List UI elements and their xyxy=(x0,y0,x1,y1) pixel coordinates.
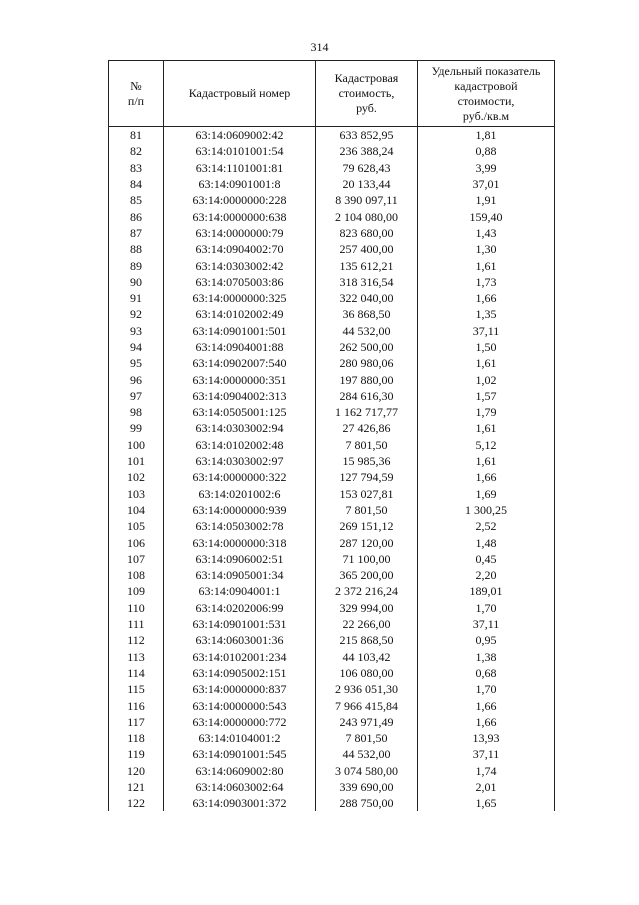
cadastral-number-cell: 63:14:0609002:42 xyxy=(164,127,316,144)
row-number-cell: 108 xyxy=(109,567,164,583)
specific-value-cell: 0,88 xyxy=(418,143,555,159)
cadastral-value-cell: 8 390 097,11 xyxy=(316,192,418,208)
cadastral-value-cell: 44 103,42 xyxy=(316,649,418,665)
cadastral-value-cell: 633 852,95 xyxy=(316,127,418,144)
cadastral-number-cell: 63:14:0505001:125 xyxy=(164,404,316,420)
table-row xyxy=(109,534,555,550)
specific-value-cell: 37,11 xyxy=(418,616,555,632)
specific-value-cell: 0,45 xyxy=(418,551,555,567)
table-row xyxy=(109,502,555,518)
table-row xyxy=(109,714,555,730)
specific-value-cell: 1,57 xyxy=(418,388,555,404)
cadastral-number-cell: 63:14:0903001:372 xyxy=(164,795,316,811)
table-row xyxy=(109,127,555,144)
row-number-cell: 83 xyxy=(109,160,164,176)
header-cadastral-number: Кадастровый номер xyxy=(164,61,316,127)
table-row xyxy=(109,274,555,290)
table-row xyxy=(109,518,555,534)
table-row xyxy=(109,306,555,322)
specific-value-cell: 0,68 xyxy=(418,665,555,681)
row-number-cell: 117 xyxy=(109,714,164,730)
cadastral-value-cell: 2 372 216,24 xyxy=(316,583,418,599)
table-row xyxy=(109,208,555,224)
specific-value-cell: 1,66 xyxy=(418,469,555,485)
table-row xyxy=(109,323,555,339)
specific-value-cell: 1,48 xyxy=(418,534,555,550)
header-cadastral-value: Кадастровая стоимость, руб. xyxy=(316,61,418,127)
row-number-cell: 107 xyxy=(109,551,164,567)
cadastral-number-cell: 63:14:0000000:772 xyxy=(164,714,316,730)
table-header-row xyxy=(109,61,555,127)
table-row xyxy=(109,649,555,665)
table-row xyxy=(109,241,555,257)
cadastral-number-cell: 63:14:0101001:54 xyxy=(164,143,316,159)
table-row xyxy=(109,681,555,697)
specific-value-cell: 1,70 xyxy=(418,681,555,697)
row-number-cell: 105 xyxy=(109,518,164,534)
specific-value-cell: 1,61 xyxy=(418,420,555,436)
cadastral-value-cell: 27 426,86 xyxy=(316,420,418,436)
row-number-cell: 113 xyxy=(109,649,164,665)
specific-value-cell: 1,69 xyxy=(418,486,555,502)
specific-value-cell: 5,12 xyxy=(418,437,555,453)
row-number-cell: 90 xyxy=(109,274,164,290)
cadastral-number-cell: 63:14:0906002:51 xyxy=(164,551,316,567)
cadastral-value-cell: 339 690,00 xyxy=(316,779,418,795)
row-number-cell: 109 xyxy=(109,583,164,599)
table-row xyxy=(109,176,555,192)
row-number-cell: 120 xyxy=(109,763,164,779)
specific-value-cell: 13,93 xyxy=(418,730,555,746)
row-number-cell: 86 xyxy=(109,208,164,224)
cadastral-value-cell: 243 971,49 xyxy=(316,714,418,730)
cadastral-number-cell: 63:14:0000000:638 xyxy=(164,208,316,224)
cadastral-number-cell: 63:14:0905001:34 xyxy=(164,567,316,583)
cadastral-value-cell: 288 750,00 xyxy=(316,795,418,811)
cadastral-number-cell: 63:14:0901001:501 xyxy=(164,323,316,339)
cadastral-value-cell: 322 040,00 xyxy=(316,290,418,306)
cadastral-number-cell: 63:14:0303002:94 xyxy=(164,420,316,436)
row-number-cell: 114 xyxy=(109,665,164,681)
row-number-cell: 87 xyxy=(109,225,164,241)
specific-value-cell: 1,61 xyxy=(418,257,555,273)
table-row xyxy=(109,420,555,436)
cadastral-number-cell: 63:14:0000000:939 xyxy=(164,502,316,518)
specific-value-cell: 1,73 xyxy=(418,274,555,290)
row-number-cell: 122 xyxy=(109,795,164,811)
cadastral-value-cell: 79 628,43 xyxy=(316,160,418,176)
cadastral-value-cell: 215 868,50 xyxy=(316,632,418,648)
cadastral-number-cell: 63:14:1101001:81 xyxy=(164,160,316,176)
cadastral-number-cell: 63:14:0000000:228 xyxy=(164,192,316,208)
row-number-cell: 104 xyxy=(109,502,164,518)
row-number-cell: 96 xyxy=(109,371,164,387)
row-number-cell: 93 xyxy=(109,323,164,339)
specific-value-cell: 1,43 xyxy=(418,225,555,241)
cadastral-number-cell: 63:14:0000000:351 xyxy=(164,371,316,387)
table-row xyxy=(109,225,555,241)
cadastral-value-cell: 262 500,00 xyxy=(316,339,418,355)
specific-value-cell: 1,61 xyxy=(418,355,555,371)
specific-value-cell: 189,01 xyxy=(418,583,555,599)
cadastral-value-cell: 2 936 051,30 xyxy=(316,681,418,697)
cadastral-value-cell: 20 133,44 xyxy=(316,176,418,192)
cadastral-value-cell: 280 980,06 xyxy=(316,355,418,371)
table-row xyxy=(109,746,555,762)
row-number-cell: 100 xyxy=(109,437,164,453)
row-number-cell: 102 xyxy=(109,469,164,485)
cadastral-value-cell: 7 801,50 xyxy=(316,730,418,746)
table-row xyxy=(109,290,555,306)
specific-value-cell: 1,30 xyxy=(418,241,555,257)
cadastral-number-cell: 63:14:0902007:540 xyxy=(164,355,316,371)
cadastral-number-cell: 63:14:0609002:80 xyxy=(164,763,316,779)
cadastral-value-cell: 15 985,36 xyxy=(316,453,418,469)
row-number-cell: 95 xyxy=(109,355,164,371)
row-number-cell: 118 xyxy=(109,730,164,746)
table-body xyxy=(109,127,555,812)
cadastral-value-cell: 2 104 080,00 xyxy=(316,208,418,224)
specific-value-cell: 37,01 xyxy=(418,176,555,192)
row-number-cell: 110 xyxy=(109,600,164,616)
row-number-cell: 98 xyxy=(109,404,164,420)
table-row xyxy=(109,371,555,387)
row-number-cell: 101 xyxy=(109,453,164,469)
cadastral-number-cell: 63:14:0603001:36 xyxy=(164,632,316,648)
table-row xyxy=(109,486,555,502)
specific-value-cell: 1,70 xyxy=(418,600,555,616)
table-row xyxy=(109,143,555,159)
cadastral-value-cell: 71 100,00 xyxy=(316,551,418,567)
cadastral-number-cell: 63:14:0904001:1 xyxy=(164,583,316,599)
table-row xyxy=(109,567,555,583)
cadastral-number-cell: 63:14:0603002:64 xyxy=(164,779,316,795)
table-row xyxy=(109,339,555,355)
cadastral-number-cell: 63:14:0901001:545 xyxy=(164,746,316,762)
cadastral-number-cell: 63:14:0000000:543 xyxy=(164,697,316,713)
row-number-cell: 115 xyxy=(109,681,164,697)
table-row xyxy=(109,697,555,713)
row-number-cell: 111 xyxy=(109,616,164,632)
specific-value-cell: 1,66 xyxy=(418,714,555,730)
row-number-cell: 121 xyxy=(109,779,164,795)
table-row xyxy=(109,453,555,469)
row-number-cell: 88 xyxy=(109,241,164,257)
cadastral-value-cell: 44 532,00 xyxy=(316,323,418,339)
row-number-cell: 89 xyxy=(109,257,164,273)
specific-value-cell: 1,66 xyxy=(418,290,555,306)
table-row xyxy=(109,388,555,404)
row-number-cell: 99 xyxy=(109,420,164,436)
row-number-cell: 85 xyxy=(109,192,164,208)
cadastral-number-cell: 63:14:0202006:99 xyxy=(164,600,316,616)
row-number-cell: 84 xyxy=(109,176,164,192)
table-row xyxy=(109,795,555,811)
cadastral-value-cell: 127 794,59 xyxy=(316,469,418,485)
cadastral-value-cell: 823 680,00 xyxy=(316,225,418,241)
specific-value-cell: 1,02 xyxy=(418,371,555,387)
table-row xyxy=(109,779,555,795)
cadastral-value-cell: 1 162 717,77 xyxy=(316,404,418,420)
specific-value-cell: 2,20 xyxy=(418,567,555,583)
table-row xyxy=(109,469,555,485)
cadastral-number-cell: 63:14:0102002:48 xyxy=(164,437,316,453)
specific-value-cell: 37,11 xyxy=(418,746,555,762)
header-row-number: № п/п xyxy=(109,61,164,127)
cadastral-value-cell: 365 200,00 xyxy=(316,567,418,583)
row-number-cell: 81 xyxy=(109,127,164,144)
cadastral-number-cell: 63:14:0000000:79 xyxy=(164,225,316,241)
cadastral-number-cell: 63:14:0905002:151 xyxy=(164,665,316,681)
cadastral-value-cell: 197 880,00 xyxy=(316,371,418,387)
cadastral-value-cell: 236 388,24 xyxy=(316,143,418,159)
cadastral-number-cell: 63:14:0503002:78 xyxy=(164,518,316,534)
cadastral-number-cell: 63:14:0904002:70 xyxy=(164,241,316,257)
row-number-cell: 103 xyxy=(109,486,164,502)
cadastral-number-cell: 63:14:0303002:97 xyxy=(164,453,316,469)
table-row xyxy=(109,192,555,208)
cadastral-value-cell: 269 151,12 xyxy=(316,518,418,534)
row-number-cell: 119 xyxy=(109,746,164,762)
specific-value-cell: 2,52 xyxy=(418,518,555,534)
cadastral-number-cell: 63:14:0904001:88 xyxy=(164,339,316,355)
cadastral-number-cell: 63:14:0000000:837 xyxy=(164,681,316,697)
table-row xyxy=(109,600,555,616)
cadastral-value-cell: 287 120,00 xyxy=(316,534,418,550)
specific-value-cell: 1,65 xyxy=(418,795,555,811)
specific-value-cell: 1 300,25 xyxy=(418,502,555,518)
cadastral-number-cell: 63:14:0000000:318 xyxy=(164,534,316,550)
cadastral-number-cell: 63:14:0102001:234 xyxy=(164,649,316,665)
table-row xyxy=(109,632,555,648)
specific-value-cell: 159,40 xyxy=(418,208,555,224)
row-number-cell: 92 xyxy=(109,306,164,322)
cadastral-number-cell: 63:14:0000000:322 xyxy=(164,469,316,485)
table-row xyxy=(109,551,555,567)
row-number-cell: 82 xyxy=(109,143,164,159)
cadastral-value-cell: 329 994,00 xyxy=(316,600,418,616)
header-specific-value: Удельный показатель кадастровой стоимости, руб./кв.м xyxy=(418,61,555,127)
cadastral-number-cell: 63:14:0901001:531 xyxy=(164,616,316,632)
row-number-cell: 112 xyxy=(109,632,164,648)
specific-value-cell: 1,50 xyxy=(418,339,555,355)
cadastral-value-cell: 7 966 415,84 xyxy=(316,697,418,713)
cadastral-number-cell: 63:14:0901001:8 xyxy=(164,176,316,192)
cadastral-value-cell: 36 868,50 xyxy=(316,306,418,322)
table-row xyxy=(109,404,555,420)
row-number-cell: 94 xyxy=(109,339,164,355)
cadastral-value-cell: 7 801,50 xyxy=(316,437,418,453)
cadastral-value-cell: 153 027,81 xyxy=(316,486,418,502)
cadastral-number-cell: 63:14:0303002:42 xyxy=(164,257,316,273)
specific-value-cell: 0,95 xyxy=(418,632,555,648)
cadastral-number-cell: 63:14:0201002:6 xyxy=(164,486,316,502)
cadastral-value-cell: 284 616,30 xyxy=(316,388,418,404)
row-number-cell: 116 xyxy=(109,697,164,713)
table-row xyxy=(109,763,555,779)
specific-value-cell: 1,91 xyxy=(418,192,555,208)
table-row xyxy=(109,665,555,681)
cadastral-number-cell: 63:14:0904002:313 xyxy=(164,388,316,404)
cadastral-number-cell: 63:14:0102002:49 xyxy=(164,306,316,322)
row-number-cell: 91 xyxy=(109,290,164,306)
specific-value-cell: 1,66 xyxy=(418,697,555,713)
cadastral-value-cell: 318 316,54 xyxy=(316,274,418,290)
cadastral-value-cell: 3 074 580,00 xyxy=(316,763,418,779)
cadastral-value-table xyxy=(108,60,555,811)
table-row xyxy=(109,730,555,746)
table-row xyxy=(109,160,555,176)
table-row xyxy=(109,355,555,371)
row-number-cell: 97 xyxy=(109,388,164,404)
cadastral-number-cell: 63:14:0705003:86 xyxy=(164,274,316,290)
cadastral-value-cell: 22 266,00 xyxy=(316,616,418,632)
cadastral-value-cell: 44 532,00 xyxy=(316,746,418,762)
cadastral-value-cell: 257 400,00 xyxy=(316,241,418,257)
specific-value-cell: 1,79 xyxy=(418,404,555,420)
specific-value-cell: 37,11 xyxy=(418,323,555,339)
specific-value-cell: 1,38 xyxy=(418,649,555,665)
row-number-cell: 106 xyxy=(109,534,164,550)
specific-value-cell: 1,74 xyxy=(418,763,555,779)
table-row xyxy=(109,616,555,632)
specific-value-cell: 3,99 xyxy=(418,160,555,176)
specific-value-cell: 1,61 xyxy=(418,453,555,469)
table-row xyxy=(109,437,555,453)
cadastral-number-cell: 63:14:0104001:2 xyxy=(164,730,316,746)
cadastral-value-cell: 135 612,21 xyxy=(316,257,418,273)
table-row xyxy=(109,583,555,599)
cadastral-value-cell: 106 080,00 xyxy=(316,665,418,681)
specific-value-cell: 1,35 xyxy=(418,306,555,322)
specific-value-cell: 1,81 xyxy=(418,127,555,144)
page-number: 314 xyxy=(310,40,329,54)
specific-value-cell: 2,01 xyxy=(418,779,555,795)
cadastral-number-cell: 63:14:0000000:325 xyxy=(164,290,316,306)
cadastral-value-cell: 7 801,50 xyxy=(316,502,418,518)
table-row xyxy=(109,257,555,273)
